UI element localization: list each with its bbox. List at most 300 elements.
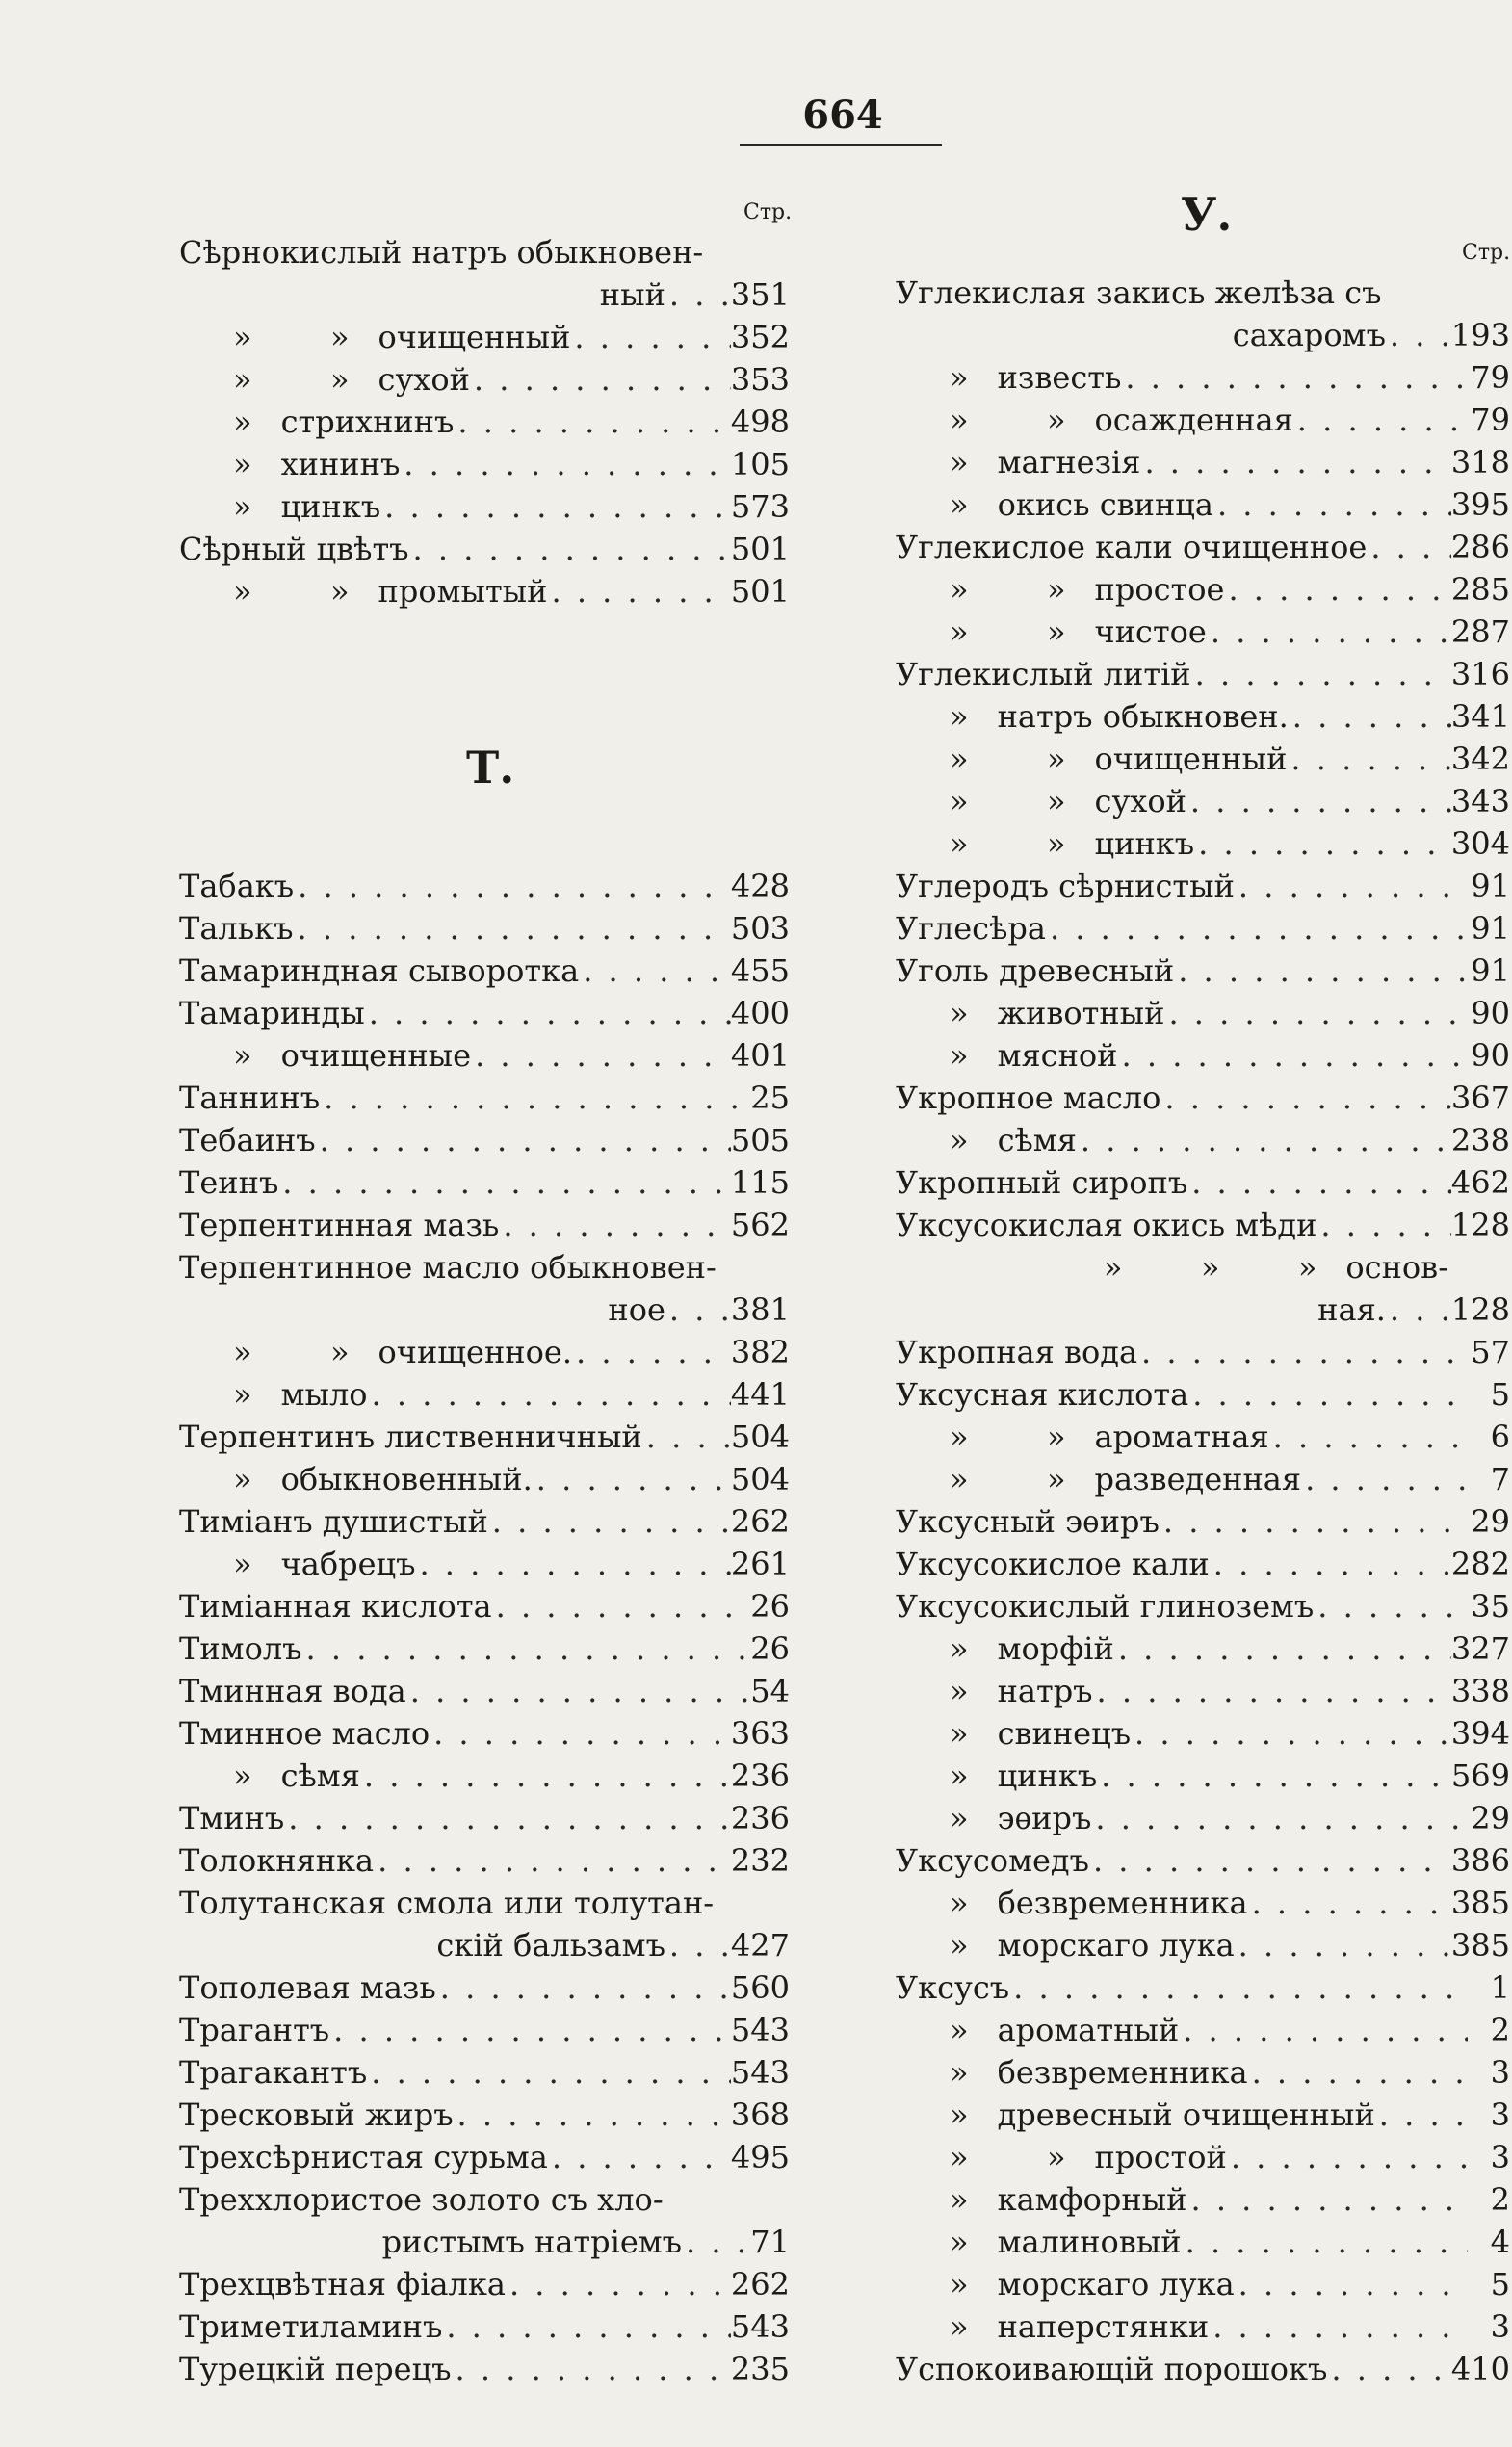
entry-term: цинкъ: [280, 488, 381, 525]
ditto-mark: »: [950, 1630, 969, 1667]
index-entry: [896, 1331, 1510, 1373]
entry-term: магнезія: [997, 444, 1141, 481]
dot-leader: [454, 2094, 731, 2136]
index-entry: [896, 2348, 1510, 2390]
entry-term: натръ обыкновен.: [997, 698, 1289, 735]
ditto-mark: »: [233, 403, 252, 440]
dot-leader: [1235, 1924, 1451, 1966]
index-entry: [179, 1839, 790, 1882]
entry-term: Уксусокислый глиноземъ: [896, 1588, 1315, 1625]
dot-leader: [406, 1670, 747, 1712]
entry-page-number: 6: [1490, 1419, 1510, 1455]
entry-page-number: 26: [750, 1588, 790, 1625]
index-entry: [179, 2009, 790, 2051]
entry-term: животный: [997, 995, 1165, 1031]
index-entry: [179, 1500, 790, 1543]
dot-leader: [1224, 568, 1450, 611]
index-entry: [896, 865, 1510, 907]
dot-leader: [470, 358, 731, 401]
index-entry: [896, 1373, 1510, 1416]
entry-term: сухой: [378, 361, 470, 398]
ditto-mark: »: [233, 1037, 252, 1074]
entry-page-number: 2: [1490, 2012, 1510, 2048]
entry-page-number: 3: [1490, 2139, 1510, 2175]
ditto-mark: »: [950, 1037, 969, 1074]
entry-term: Уксусная кислота: [896, 1376, 1189, 1413]
entry-page-number: 462: [1450, 1164, 1510, 1201]
index-entry: [896, 2009, 1510, 2051]
index-entry: [179, 2263, 790, 2305]
index-entry: [179, 1882, 790, 1924]
entry-term: основ-: [1345, 1249, 1448, 1286]
entry-page-number: 262: [730, 1503, 790, 1540]
entry-page-number: 316: [1450, 656, 1510, 692]
dot-leader: [1160, 1500, 1468, 1543]
entry-term: натръ: [997, 1673, 1093, 1709]
entry-page-number: 351: [730, 276, 790, 313]
entry-term: Углекислое кали очищенное: [896, 529, 1368, 565]
entry-term: сѣмя: [280, 1757, 360, 1794]
dot-leader: [642, 1416, 731, 1458]
index-entry: [896, 1077, 1510, 1119]
entry-term: Терпентинная мазь: [179, 1207, 500, 1243]
dot-leader: [1186, 2178, 1468, 2221]
ditto-mark: »: [950, 1715, 969, 1752]
dot-leader: [1386, 314, 1451, 356]
entry-page-number: 54: [750, 1673, 790, 1709]
entry-page-number: 5: [1490, 1376, 1510, 1413]
entry-term: Уксусокислое кали: [896, 1546, 1210, 1582]
dot-leader: [1114, 1627, 1451, 1670]
dot-leader: [492, 1585, 747, 1627]
entry-term: Уксусокислая окись мѣди: [896, 1207, 1317, 1243]
dot-leader: [1235, 865, 1468, 907]
entry-page-number: 4: [1490, 2224, 1510, 2260]
entry-term: ная.: [1317, 1291, 1386, 1328]
dot-leader: [1121, 356, 1468, 399]
index-entry: [896, 1500, 1510, 1543]
entry-page-number: 29: [1471, 1503, 1510, 1540]
entry-term: Успокоивающій порошокъ: [896, 2351, 1328, 2387]
entry-term: очищенный: [378, 319, 571, 355]
entry-term: морфій: [997, 1630, 1114, 1667]
dot-leader: [1227, 2136, 1468, 2178]
entry-term: Табакъ: [179, 868, 295, 904]
entry-term: Тминъ: [179, 1800, 285, 1836]
dot-leader: [1269, 1416, 1468, 1458]
entry-term: наперстянки: [997, 2308, 1210, 2345]
index-entry: [179, 2178, 790, 2221]
index-entry: [896, 272, 1510, 314]
ditto-mark: » »: [233, 573, 350, 610]
entry-term: Теинъ: [179, 1164, 279, 1201]
entry-page-number: 504: [730, 1461, 790, 1497]
entry-page-number: 287: [1450, 613, 1510, 650]
index-entry: [896, 1924, 1510, 1966]
entry-term: чабрецъ: [280, 1546, 416, 1582]
entry-term: Трехсѣрнистая сурьма: [179, 2139, 548, 2175]
index-entry: [896, 1797, 1510, 1839]
ditto-mark: » »: [950, 571, 1066, 608]
dot-leader: [430, 1712, 731, 1755]
dot-leader: [1097, 1755, 1451, 1797]
entry-term: Терпентинъ лиственничный: [179, 1419, 642, 1455]
right-list: [896, 272, 1510, 2390]
index-entry: [179, 1966, 790, 2009]
entry-term: Толутанская смола или толутан-: [179, 1885, 715, 1921]
entry-page-number: 79: [1471, 359, 1510, 396]
index-entry: [179, 528, 790, 570]
dot-leader: [682, 2221, 747, 2263]
dot-leader: [1179, 2009, 1468, 2051]
index-entry: [179, 1924, 790, 1966]
entry-page-number: 5: [1490, 2266, 1510, 2303]
index-entry: [179, 1416, 790, 1458]
index-entry: [179, 316, 790, 358]
index-entry: [896, 526, 1510, 568]
entry-term: хининъ: [280, 446, 401, 482]
dot-leader: [294, 907, 731, 950]
index-entry: [896, 1755, 1510, 1797]
ditto-mark: »: [233, 1461, 252, 1497]
dot-leader: [665, 273, 731, 316]
entry-page-number: 193: [1450, 317, 1510, 353]
dot-leader: [400, 443, 731, 485]
index-entry: [896, 2305, 1510, 2348]
index-entry: [179, 1077, 790, 1119]
index-entry: [896, 314, 1510, 356]
index-entry: [896, 2178, 1510, 2221]
index-entry: [179, 231, 790, 273]
entry-term: сахаромъ: [1232, 317, 1386, 353]
index-entry: [896, 1627, 1510, 1670]
index-entry: [896, 356, 1510, 399]
entry-page-number: 261: [730, 1546, 790, 1582]
entry-term: морскаго лука: [997, 1927, 1235, 1964]
dot-leader: [547, 570, 730, 612]
index-entry: [896, 822, 1510, 865]
entry-page-number: 3: [1490, 2054, 1510, 2091]
entry-term: эѳиръ: [997, 1800, 1092, 1836]
entry-term: Углесѣра: [896, 910, 1046, 947]
ditto-mark: » » »: [1103, 1249, 1317, 1286]
ditto-mark: » »: [233, 319, 350, 355]
entry-term: обыкновенный.: [280, 1461, 533, 1497]
dot-leader: [499, 1204, 731, 1246]
dot-leader: [1194, 822, 1451, 865]
dot-leader: [1137, 1331, 1468, 1373]
page-number: 664: [802, 92, 883, 138]
index-entry: [896, 1543, 1510, 1585]
ditto-mark: »: [950, 444, 969, 481]
entry-page-number: 455: [730, 952, 790, 989]
entry-page-number: 363: [730, 1715, 790, 1752]
index-entry: [896, 2221, 1510, 2263]
entry-page-number: 91: [1471, 952, 1510, 989]
dot-leader: [665, 1289, 731, 1331]
section-letter-t: Т.: [466, 742, 515, 794]
index-entry: [179, 1755, 790, 1797]
index-entry: [896, 2051, 1510, 2094]
entry-page-number: 236: [730, 1757, 790, 1794]
dot-leader: [278, 1161, 731, 1204]
entry-term: ароматный: [997, 2012, 1180, 2048]
entry-page-number: 115: [730, 1164, 790, 1201]
index-entry: [179, 570, 790, 612]
index-entry: [179, 865, 790, 907]
entry-page-number: 57: [1471, 1334, 1510, 1370]
entry-page-number: 353: [730, 361, 790, 398]
dot-leader: [320, 1077, 747, 1119]
index-entry: [179, 1627, 790, 1670]
entry-page-number: 342: [1450, 741, 1510, 777]
entry-page-number: 238: [1450, 1122, 1510, 1158]
index-entry: [896, 2094, 1510, 2136]
entry-term: Углеродъ сѣрнистый: [896, 868, 1235, 904]
entry-page-number: 562: [730, 1207, 790, 1243]
entry-term: малиновый: [997, 2224, 1182, 2260]
entry-term: ароматная: [1094, 1419, 1269, 1455]
index-entry: [179, 907, 790, 950]
index-entry: [179, 1797, 790, 1839]
dot-leader: [1187, 1161, 1451, 1204]
entry-page-number: 128: [1450, 1207, 1510, 1243]
entry-page-number: 285: [1450, 571, 1510, 608]
right-page-label: Стр.: [1462, 241, 1511, 265]
entry-term: Укропное масло: [896, 1080, 1161, 1116]
dot-leader: [368, 1373, 731, 1416]
entry-page-number: 381: [730, 1291, 790, 1328]
ditto-mark: »: [950, 2054, 969, 2091]
ditto-mark: »: [950, 2266, 969, 2303]
entry-term: безвременника: [997, 1885, 1248, 1921]
dot-leader: [1093, 1670, 1451, 1712]
entry-page-number: 29: [1471, 1800, 1510, 1836]
entry-term: Тиміанъ душистый: [179, 1503, 488, 1540]
entry-term: Тебаинъ: [179, 1122, 316, 1158]
dot-leader: [665, 1924, 731, 1966]
ditto-mark: »: [950, 2181, 969, 2218]
ditto-mark: »: [233, 1757, 252, 1794]
entry-page-number: 26: [750, 1630, 790, 1667]
entry-term: ный: [599, 276, 665, 313]
dot-leader: [1248, 1882, 1451, 1924]
index-entry: [896, 907, 1510, 950]
entry-term: безвременника: [997, 2054, 1248, 2091]
dot-leader: [1289, 695, 1451, 738]
index-entry: [179, 2094, 790, 2136]
entry-page-number: 382: [730, 1334, 790, 1370]
entry-term: Укропная вода: [896, 1334, 1138, 1370]
ditto-mark: »: [950, 2224, 969, 2260]
dot-leader: [1046, 907, 1468, 950]
entry-page-number: 501: [730, 531, 790, 567]
entry-term: окись свинца: [997, 486, 1213, 523]
entry-page-number: 400: [730, 995, 790, 1031]
index-entry: [179, 1034, 790, 1077]
index-entry: [896, 1458, 1510, 1500]
entry-term: Талькъ: [179, 910, 294, 947]
entry-term: Уголь древесный: [896, 952, 1175, 989]
dot-leader: [452, 2348, 731, 2390]
entry-term: мясной: [997, 1037, 1118, 1074]
entry-term: очищенный: [1094, 741, 1288, 777]
ditto-mark: »: [950, 2096, 969, 2133]
dot-leader: [367, 2051, 731, 2094]
entry-page-number: 341: [1450, 698, 1510, 735]
entry-term: разведенная: [1094, 1461, 1302, 1497]
entry-term: мыло: [280, 1376, 368, 1413]
index-entry: [896, 1119, 1510, 1161]
ditto-mark: »: [950, 2308, 969, 2345]
entry-term: простой: [1094, 2139, 1227, 2175]
entry-page-number: 367: [1450, 1080, 1510, 1116]
entry-page-number: 495: [730, 2139, 790, 2175]
entry-term: Углекислый литій: [896, 656, 1191, 692]
entry-term: Тамариндная сыворотка: [179, 952, 580, 989]
ditto-mark: » »: [950, 1461, 1066, 1497]
entry-term: Треххлористое золото съ хло-: [179, 2181, 664, 2218]
index-entry: [896, 653, 1510, 695]
dot-leader: [471, 1034, 731, 1077]
entry-term: чистое: [1094, 613, 1207, 650]
left-list-top: [179, 231, 790, 612]
entry-page-number: 498: [730, 403, 790, 440]
entry-page-number: 35: [1471, 1588, 1510, 1625]
entry-term: Уксусный эѳиръ: [896, 1503, 1160, 1540]
entry-page-number: 368: [730, 2096, 790, 2133]
entry-term: Тимолъ: [179, 1630, 302, 1667]
entry-page-number: 501: [730, 573, 790, 610]
index-entry: [179, 1670, 790, 1712]
entry-term: Укропный сиропъ: [896, 1164, 1188, 1201]
entry-term: древесный очищенный: [997, 2096, 1375, 2133]
index-entry: [179, 2305, 790, 2348]
index-entry: [896, 483, 1510, 526]
entry-page-number: 573: [730, 488, 790, 525]
entry-page-number: 286: [1450, 529, 1510, 565]
index-entry: [896, 1289, 1510, 1331]
dot-leader: [570, 316, 731, 358]
entry-term: ное: [608, 1291, 665, 1328]
entry-term: скій бальзамъ: [436, 1927, 665, 1964]
entry-term: известь: [997, 359, 1122, 396]
ditto-mark: » »: [950, 825, 1066, 862]
ditto-mark: »: [950, 1673, 969, 1709]
entry-page-number: 79: [1471, 402, 1510, 438]
dot-leader: [454, 401, 731, 443]
dot-leader: [579, 950, 731, 992]
entry-term: Сѣрнокислый натръ обыкновен-: [179, 234, 704, 271]
ditto-mark: »: [233, 1546, 252, 1582]
dot-leader: [1314, 1585, 1468, 1627]
index-entry: [896, 568, 1510, 611]
entry-term: сухой: [1094, 783, 1186, 820]
index-entry: [179, 2051, 790, 2094]
index-entry: [179, 1204, 790, 1246]
entry-term: Турецкій перецъ: [179, 2351, 452, 2387]
dot-leader: [1182, 2221, 1468, 2263]
dot-leader: [548, 2136, 731, 2178]
ditto-mark: »: [950, 1122, 969, 1158]
dot-leader: [442, 2305, 731, 2348]
index-entry: [896, 2136, 1510, 2178]
index-entry: [179, 1331, 790, 1373]
index-entry: [179, 2136, 790, 2178]
entry-term: Тамаринды: [179, 995, 365, 1031]
entry-term: Триметиламинъ: [179, 2308, 443, 2345]
dot-leader: [1210, 1543, 1451, 1585]
entry-page-number: 282: [1450, 1546, 1510, 1582]
index-entry: [179, 2221, 790, 2263]
entry-page-number: 385: [1450, 1885, 1510, 1921]
index-entry: [179, 1119, 790, 1161]
index-entry: [896, 1882, 1510, 1924]
entry-term: цинкъ: [1094, 825, 1195, 862]
dot-leader: [1140, 441, 1450, 483]
entry-page-number: 7: [1490, 1461, 1510, 1497]
entry-page-number: 235: [730, 2351, 790, 2387]
dot-leader: [380, 485, 731, 528]
entry-term: Углекислая закись желѣза съ: [896, 274, 1382, 311]
entry-page-number: 91: [1471, 868, 1510, 904]
entry-term: Трагакантъ: [179, 2054, 368, 2091]
dot-leader: [1077, 1119, 1451, 1161]
index-entry: [179, 273, 790, 316]
ditto-mark: » »: [950, 2139, 1066, 2175]
index-entry: [179, 443, 790, 485]
entry-term: Сѣрный цвѣтъ: [179, 531, 409, 567]
entry-page-number: 569: [1450, 1757, 1510, 1794]
index-entry: [896, 1034, 1510, 1077]
ditto-mark: » »: [950, 402, 1066, 438]
entry-page-number: 504: [730, 1419, 790, 1455]
entry-term: Уксусъ: [896, 1969, 1010, 2006]
index-entry: [896, 1161, 1510, 1204]
entry-term: промытый: [378, 573, 548, 610]
entry-page-number: 410: [1450, 2351, 1510, 2387]
entry-page-number: 25: [750, 1080, 790, 1116]
dot-leader: [1191, 653, 1451, 695]
index-entry: [896, 738, 1510, 780]
entry-page-number: 327: [1450, 1630, 1510, 1667]
dot-leader: [1386, 1289, 1451, 1331]
index-entry: [179, 401, 790, 443]
entry-term: свинецъ: [997, 1715, 1132, 1752]
index-entry: [179, 1289, 790, 1331]
index-entry: [896, 1246, 1510, 1289]
index-entry: [896, 611, 1510, 653]
entry-page-number: 394: [1450, 1715, 1510, 1752]
entry-page-number: 401: [730, 1037, 790, 1074]
entry-page-number: 427: [730, 1927, 790, 1964]
entry-page-number: 71: [750, 2224, 790, 2260]
entry-term: Тминное масло: [179, 1715, 430, 1752]
index-entry: [896, 1585, 1510, 1627]
dot-leader: [1293, 399, 1468, 441]
index-entry: [896, 1839, 1510, 1882]
index-entry: [896, 1966, 1510, 2009]
index-entry: [179, 485, 790, 528]
entry-page-number: 385: [1450, 1927, 1510, 1964]
dot-leader: [1367, 526, 1451, 568]
entry-page-number: 128: [1450, 1291, 1510, 1328]
ditto-mark: » »: [233, 361, 350, 398]
entry-page-number: 386: [1450, 1842, 1510, 1879]
entry-term: Тополевая мазь: [179, 1969, 436, 2006]
entry-page-number: 352: [730, 319, 790, 355]
dot-leader: [1131, 1712, 1451, 1755]
